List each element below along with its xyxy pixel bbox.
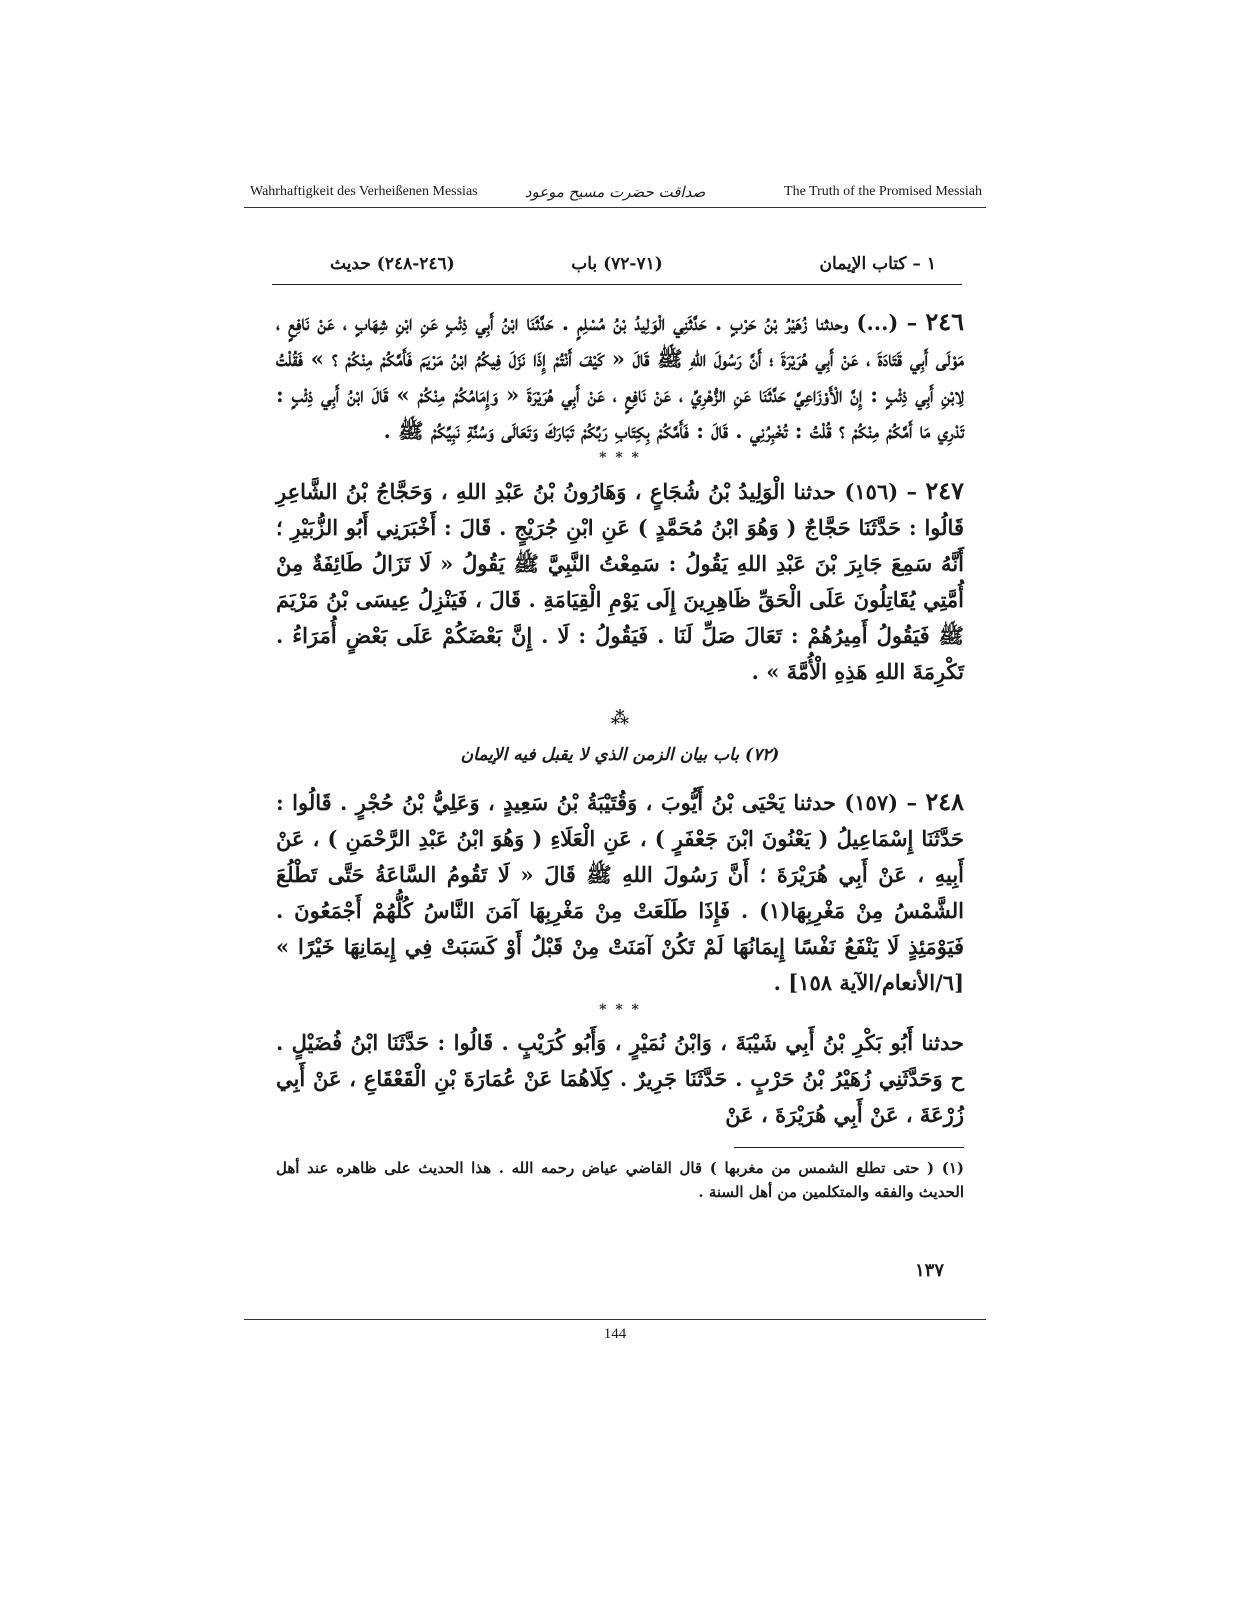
separator-stars: * * * [599,1002,641,1018]
chapter-title: (٧٢) باب بيان الزمن الذي لا يقبل فيه الإيمان [460,745,780,765]
hadith-246 [276,304,964,449]
header-title-german: Wahrhaftigkeit des Verheißenen Messias [250,184,478,199]
book-header [272,250,962,285]
book-header-chapter: ١ – كتاب الإيمان [819,254,936,274]
hadith-number: ٢٤٦ [925,307,964,336]
header-title-urdu: صداقت حضرت مسیح موعود [524,183,706,201]
page-number: 144 [603,1326,627,1342]
book-header-hadith-range: (٢٤٦-٢٤٨) حديث [330,254,455,274]
separator-stars: * * * [599,450,641,466]
header-title-english: The Truth of the Promised Messiah [784,184,982,199]
ornament-separator: ⁂ [610,708,630,729]
hadith-number: ٢٤٨ [925,787,965,816]
book-header-section: (٧١-٧٢) باب [571,254,663,274]
running-header [244,181,986,208]
hadith-247 [276,473,964,690]
hadith-text: – (١٥٦) حدثنا الْوَلِيدُ بْنُ شُجَاعٍ ، وَهَارُونُ بْنُ عَبْدِ اللهِ ، وَحَجَّاجُ بْنُ الشَّاعِرِ قَالُوا : حَدَّثَنَا حَجَّاجٌ ( وَهُوَ ابْنُ مُحَمَّدٍ ) عَنِ ابْنِ جُرَيْجٍ . قَالَ : أَخْبَرَنِي أَبُو الزُّبَيْرِ ؛ أَنَّهُ سَمِعَ جَابِرَ بْنَ عَبْدِ اللهِ يَقُولُ : سَمِعْتُ النَّبِيَّ ﷺ يَقُولُ « لَا تَزَالُ طَائِفَةٌ مِنْ أُمَّتِي يُقَاتِلُونَ عَلَى الْحَقِّ ظَاهِرِينَ إِلَى يَوْمِ الْقِيَامَةِ . قَالَ ، فَيَنْزِلُ عِيسَى بْنُ مَرْيَمَ ﷺ فَيَقُولُ أَمِيرُهُمْ : تَعَالَ صَلِّ لَنَا . فَيَقُولُ : لَا . إِنَّ بَعْضَكُمْ عَلَى بَعْضٍ أُمَرَاءُ . تَكْرِمَةَ اللهِ هَذِهِ الْأُمَّةَ » . [276,479,964,684]
footer-rule [244,1319,986,1320]
footnote: (١) ( حتى تطلع الشمس من مغربها ) قال القاضي عياض رحمه الله . هذا الحديث على ظاهره عند أهل الحديث والفقه والمتكلمين من أهل السنة . [276,1159,964,1201]
hadith-text: – (...) وحدثنا زُهَيْرُ بْنُ حَرْبٍ . حَدَّثَنِي الْوَلِيدُ بْنُ مُسْلِمٍ . حَدَّثَنَا ابْنُ أَبِي ذِئْبٍ عَنِ ابْنِ شِهَابٍ ، عَنْ نَافِعٍ ، مَوْلَى أَبِي قَتَادَةَ ، عَنْ أَبِي هُرَيْرَةَ ؛ أَنَّ رَسُولَ اللهِ ﷺ قَالَ « كَيْفَ أَنْتُمْ إِذَا نَزَلَ فِيكُمُ ابْنُ مَرْيَمَ فَأَمَّكُمْ مِنْكُمْ ؟ » فَقُلْتُ لِابْنِ أَبِي ذِئْبٍ : إِنَّ الْأَوْزَاعِيَّ حَدَّثَنَا عَنِ الزُّهْرِيِّ ، عَنْ نَافِعٍ ، عَنْ أَبِي هُرَيْرَةَ « وَإِمَامُكُمْ مِنْكُمْ » قَالَ ابْنُ أَبِي ذِئْبٍ : تَدْرِي مَا أَمَّكُمْ مِنْكُمْ ؟ قُلْتُ : تُخْبِرُنِي . قَالَ : فَأَمَّكُمْ بِكِتَابِ رَبِّكُمْ تَبَارَكَ وَتَعَالَى وَسُنَّةِ نَبِيِّكُمْ ﷺ . [276,310,964,443]
book-page-number: ١٣٧ [914,1260,944,1281]
hadith-text: – (١٥٧) حدثنا يَحْيَى بْنُ أَيُّوبَ ، وَقُتَيْبَةُ بْنُ سَعِيدٍ ، وَعَلِيُّ بْنُ حُجْرٍ . قَالُوا : حَدَّثَنَا إِسْمَاعِيلُ ( يَعْنُونَ ابْنَ جَعْفَرٍ ) ، عَنِ الْعَلَاءِ ( وَهُوَ ابْنُ عَبْدِ الرَّحْمَنِ ) ، عَنْ أَبِيهِ ، عَنْ أَبِي هُرَيْرَةَ ؛ أَنَّ رَسُولَ اللهِ ﷺ قَالَ « لَا تَقُومُ السَّاعَةُ حَتَّى تَطْلُعَ الشَّمْسُ مِنْ مَغْرِبِهَا(١) . فَإِذَا طَلَعَتْ مِنْ مَغْرِبِهَا آمَنَ النَّاسُ كُلُّهُمْ أَجْمَعُونَ . فَيَوْمَئِذٍ لَا يَنْفَعُ نَفْسًا إِيمَانُهَا لَمْ تَكُنْ آمَنَتْ مِنْ قَبْلُ أَوْ كَسَبَتْ فِي إِيمَانِهَا خَيْرًا » [٦/الأنعام/الآية ١٥٨] . [276,790,965,995]
hadith-body [276,304,964,1204]
hadith-248 [276,784,964,1001]
hadith-continuation: حدثنا أَبُو بَكْرِ بْنُ أَبِي شَيْبَةَ ، وَابْنُ نُمَيْرٍ ، وَأَبُو كُرَيْبٍ . قَالُوا : حَدَّثَنَا ابْنُ فُضَيْلٍ . ح وَحَدَّثَنِي زُهَيْرُ بْنُ حَرْبٍ . حَدَّثَنَا جَرِيرٌ . كِلَاهُمَا عَنْ عُمَارَةَ بْنِ الْقَعْقَاعِ ، عَنْ أَبِي زُرْعَةَ ، عَنْ أَبِي هُرَيْرَةَ ، عَنْ [276,1030,964,1127]
hadith-number: ٢٤٧ [925,476,964,505]
footnote-rule [734,1147,964,1148]
scanned-book-page [262,238,972,1281]
